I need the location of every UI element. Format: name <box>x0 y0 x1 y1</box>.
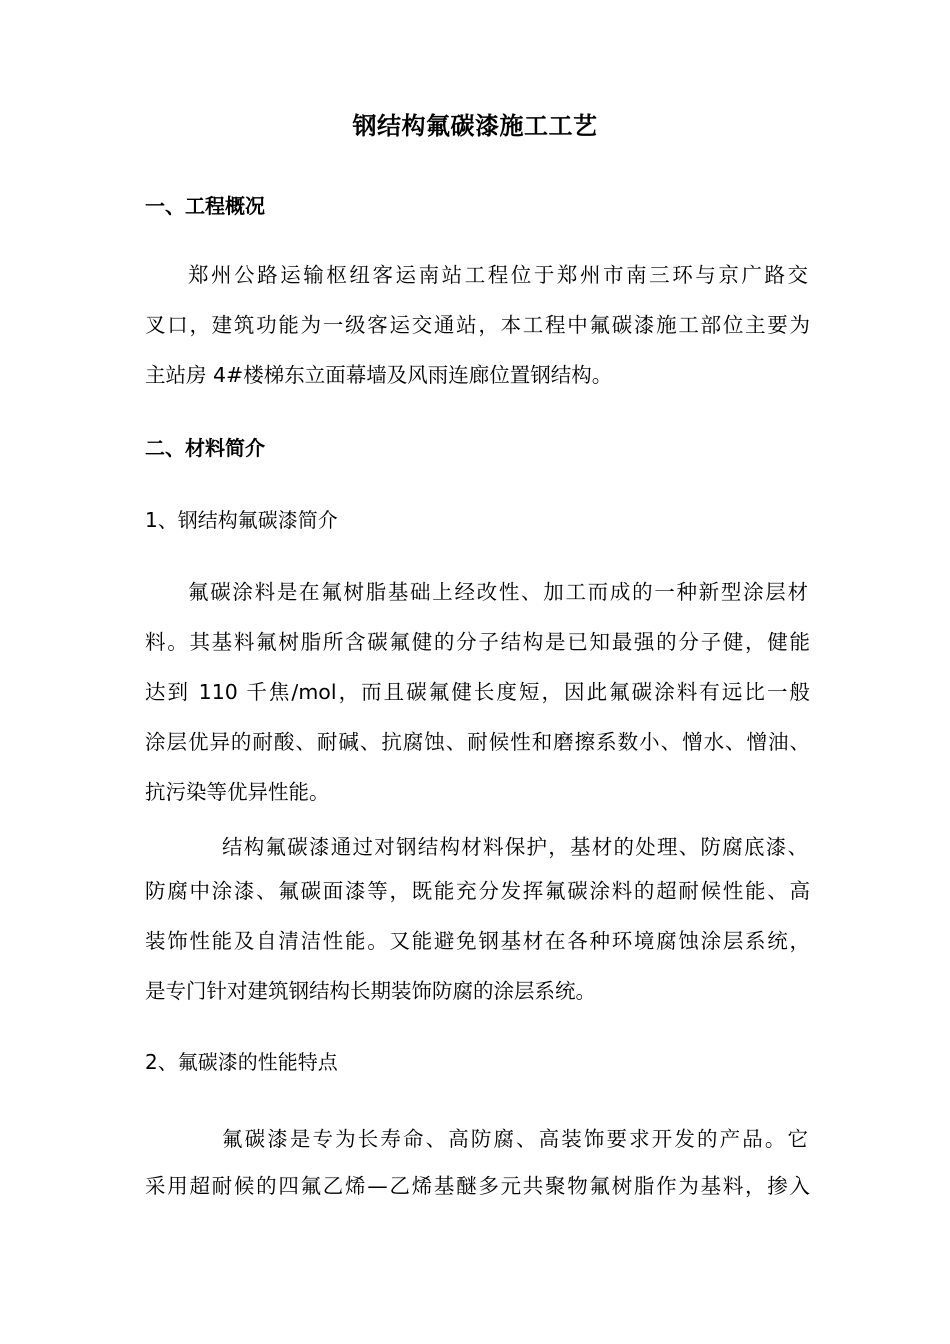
paragraph-line: 郑州公路运输枢纽客运南站工程位于郑州市南三环与京广路交 <box>188 263 808 287</box>
paragraph-line: 叉口，建筑功能为一级客运交通站，本工程中氟碳漆施工部位主要为 <box>145 313 810 337</box>
subsection-heading-features: 2、氟碳漆的性能特点 <box>145 1050 338 1074</box>
paragraph-line: 涂层优异的耐酸、耐碱、抗腐蚀、耐候性和磨擦系数小、憎水、憎油、 <box>145 730 810 754</box>
paragraph-line: 采用超耐候的四氟乙烯—乙烯基醚多元共聚物氟树脂作为基料，掺入 <box>145 1174 810 1198</box>
paragraph-line: 氟碳涂料是在氟树脂基础上经改性、加工而成的一种新型涂层材 <box>188 580 808 604</box>
paragraph-line: 防腐中涂漆、氟碳面漆等，既能充分发挥氟碳涂料的超耐候性能、高 <box>145 879 810 903</box>
paragraph-line: 结构氟碳漆通过对钢结构材料保护，基材的处理、防腐底漆、 <box>222 835 808 859</box>
paragraph-line: 抗污染等优异性能。 <box>145 780 330 804</box>
paragraph-line: 料。其基料氟树脂所含碳氟健的分子结构是已知最强的分子健，健能 <box>145 630 810 654</box>
paragraph-line: 氟碳漆是专为长寿命、高防腐、高装饰要求开发的产品。它 <box>222 1127 808 1151</box>
section-heading-overview: 一、工程概况 <box>145 194 265 218</box>
document-title: 钢结构氟碳漆施工工艺 <box>352 112 598 140</box>
paragraph-line: 是专门针对建筑钢结构长期装饰防腐的涂层系统。 <box>145 979 596 1003</box>
subsection-heading-intro: 1、钢结构氟碳漆简介 <box>145 508 338 532</box>
paragraph-line: 装饰性能及自清洁性能。又能避免钢基材在各种环境腐蚀涂层系统， <box>145 929 810 953</box>
paragraph-line: 主站房 4#楼梯东立面幕墙及风雨连廊位置钢结构。 <box>145 363 613 387</box>
section-heading-materials: 二、材料简介 <box>145 436 265 460</box>
paragraph-line: 达到 110 千焦/mol，而且碳氟健长度短，因此氟碳涂料有远比一般 <box>145 680 810 704</box>
